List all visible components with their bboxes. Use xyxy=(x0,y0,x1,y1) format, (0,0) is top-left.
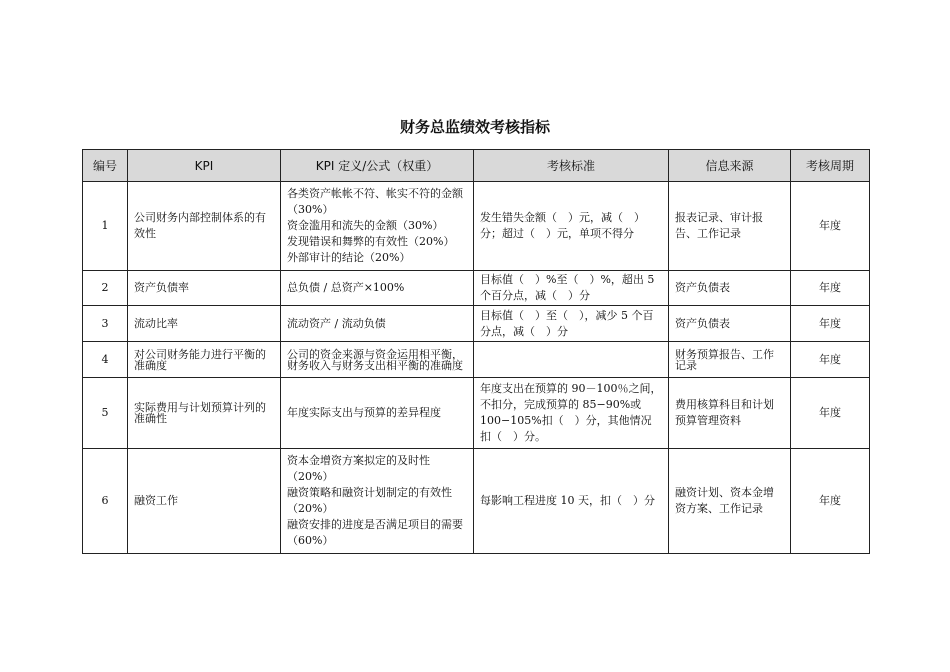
definition-line: 流动资产 / 流动负债 xyxy=(287,316,386,330)
cell-period: 年度 xyxy=(791,378,870,449)
cell-definition xyxy=(281,271,474,306)
cell-source: 费用核算科目和计划预算管理资料 xyxy=(669,378,791,449)
definition-line: 发现错误和舞弊的有效性（20%） xyxy=(287,235,455,248)
table-header-row xyxy=(83,150,870,182)
definition-line: 各类资产帐帐不符、帐实不符的金额（30%） xyxy=(287,187,463,216)
table-row xyxy=(83,182,870,271)
cell-no: 2 xyxy=(83,271,128,306)
table-row xyxy=(83,306,870,342)
definition-line: 融资策略和融资计划制定的有效性（20%） xyxy=(287,486,452,515)
cell-kpi: 流动比率 xyxy=(128,306,281,342)
cell-definition xyxy=(281,182,474,271)
definition-line: 年度实际支出与预算的差异程度 xyxy=(287,406,441,419)
cell-standard: 目标值（ ）%至（ ）%，超出 5 个百分点，减（ ）分 xyxy=(474,271,669,306)
document-title: 财务总监绩效考核指标 xyxy=(399,118,550,136)
cell-standard: 每影响工程进度 10 天，扣（ ）分 xyxy=(474,449,669,554)
cell-kpi: 公司财务内部控制体系的有效性 xyxy=(128,182,281,271)
table-row xyxy=(83,378,870,449)
cell-period: 年度 xyxy=(791,182,870,271)
cell-standard: 发生错失金额（ ）元，减（ ）分；超过（ ）元，单项不得分 xyxy=(474,182,669,271)
cell-kpi: 融资工作 xyxy=(128,449,281,554)
cell-no: 4 xyxy=(83,342,128,378)
table-row xyxy=(83,271,870,306)
cell-definition xyxy=(281,449,474,554)
cell-period: 年度 xyxy=(791,449,870,554)
definition-line: 资金滥用和流失的金额（30%） xyxy=(287,219,444,232)
cell-source: 资产负债表 xyxy=(669,306,791,342)
definition-line: 资本金增资方案拟定的及时性（20%） xyxy=(287,454,430,483)
header-standard: 考核标准 xyxy=(474,150,669,182)
header-definition: KPI 定义/公式（权重） xyxy=(281,150,474,182)
cell-source: 资产负债表 xyxy=(669,271,791,306)
cell-definition xyxy=(281,306,474,342)
cell-kpi: 资产负债率 xyxy=(128,271,281,306)
cell-period: 年度 xyxy=(791,306,870,342)
header-no: 编号 xyxy=(83,150,128,182)
cell-source: 融资计划、资本金增资方案、工作记录 xyxy=(669,449,791,554)
cell-definition xyxy=(281,378,474,449)
cell-definition xyxy=(281,342,474,378)
cell-no: 5 xyxy=(83,378,128,449)
cell-period: 年度 xyxy=(791,271,870,306)
cell-no: 3 xyxy=(83,306,128,342)
cell-no: 6 xyxy=(83,449,128,554)
definition-line: 总负债 / 总资产×100% xyxy=(287,281,405,294)
cell-standard xyxy=(474,342,669,378)
cell-period: 年度 xyxy=(791,342,870,378)
header-source: 信息来源 xyxy=(669,150,791,182)
cell-kpi: 对公司财务能力进行平衡的准确度 xyxy=(128,342,281,378)
definition-line: 外部审计的结论（20%） xyxy=(287,251,411,264)
header-kpi: KPI xyxy=(128,150,281,182)
kpi-table xyxy=(82,149,870,554)
table-row xyxy=(83,342,870,378)
header-period: 考核周期 xyxy=(791,150,870,182)
cell-standard: 目标值（ ）至（ ），减少 5 个百分点，减（ ）分 xyxy=(474,306,669,342)
definition-line: 融资安排的进度是否满足项目的需要（60%） xyxy=(287,518,463,547)
cell-source: 报表记录、审计报告、工作记录 xyxy=(669,182,791,271)
cell-source: 财务预算报告、工作记录 xyxy=(669,342,791,378)
cell-standard: 年度支出在预算的 90－100％之间，不扣分，完成预算的 85−90%或 100−105%扣（ ）分，其他情况扣（ ）分。 xyxy=(474,378,669,449)
definition-line: 公司的资金来源与资金运用相平衡，财务收入与财务支出相平衡的准确度 xyxy=(287,347,463,372)
table-row xyxy=(83,449,870,554)
cell-no: 1 xyxy=(83,182,128,271)
cell-kpi: 实际费用与计划预算计列的准确性 xyxy=(128,378,281,449)
